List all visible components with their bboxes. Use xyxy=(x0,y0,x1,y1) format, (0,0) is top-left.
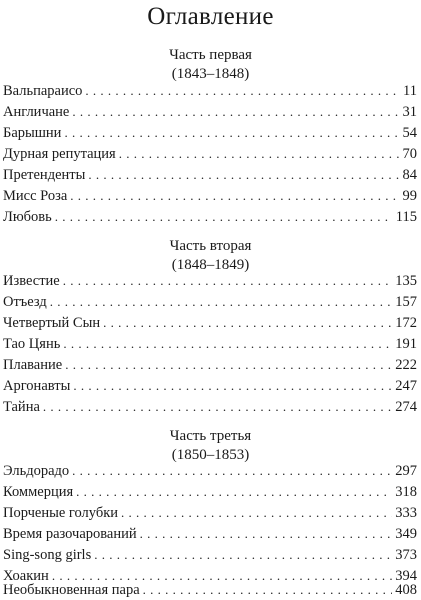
dot-leader xyxy=(50,292,392,312)
entry-page: 135 xyxy=(395,273,417,289)
toc-entry[interactable] xyxy=(3,207,417,227)
toc-entry[interactable] xyxy=(3,102,417,122)
toc-entry[interactable] xyxy=(3,580,417,600)
part-name: Часть вторая xyxy=(169,238,252,254)
dot-leader xyxy=(55,207,393,227)
entry-title: Англичане xyxy=(3,104,70,120)
entry-title: Аргонавты xyxy=(3,378,71,394)
dot-leader xyxy=(43,397,392,417)
dot-leader xyxy=(70,186,399,206)
entry-title: Порченые голубки xyxy=(3,505,119,521)
toc-entry[interactable] xyxy=(3,144,417,164)
entry-page: 84 xyxy=(402,167,417,183)
toc-entry[interactable] xyxy=(3,292,417,312)
entry-page: 318 xyxy=(395,484,417,500)
part-heading xyxy=(0,46,421,84)
entry-page: 11 xyxy=(403,83,417,99)
entry-title: Хоакин xyxy=(3,568,49,584)
dot-leader xyxy=(63,271,393,291)
dot-leader xyxy=(88,165,399,185)
toc-entry[interactable] xyxy=(3,503,417,523)
entry-title: Отъезд xyxy=(3,294,47,310)
part-years: (1843–1848) xyxy=(171,66,250,82)
entry-title: Коммерция xyxy=(3,484,74,500)
entry-page: 191 xyxy=(395,336,417,352)
part-heading xyxy=(0,427,421,465)
dot-leader xyxy=(72,461,392,481)
dot-leader xyxy=(72,102,399,122)
entry-page: 31 xyxy=(402,104,417,120)
page-title: Оглавление xyxy=(147,3,274,30)
entry-page: 70 xyxy=(402,146,417,162)
toc-entry[interactable] xyxy=(3,313,417,333)
entry-title: Тайна xyxy=(3,399,40,415)
entry-title: Тао Цянь xyxy=(3,336,61,352)
entry-page: 274 xyxy=(395,399,417,415)
dot-leader xyxy=(103,313,392,333)
toc-entry[interactable] xyxy=(3,524,417,544)
toc-entry[interactable] xyxy=(3,165,417,185)
entry-title: Дурная репутация xyxy=(3,146,116,162)
entry-page: 373 xyxy=(395,547,417,563)
dot-leader xyxy=(64,123,399,143)
dot-leader xyxy=(143,580,393,600)
entry-page: 54 xyxy=(402,125,417,141)
dot-leader xyxy=(76,482,392,502)
entry-page: 394 xyxy=(395,568,417,584)
entry-title: Мисс Роза xyxy=(3,188,68,204)
entry-title: Sing-song girls xyxy=(3,547,92,563)
part-name: Часть третья xyxy=(169,428,252,444)
entry-page: 408 xyxy=(395,582,417,598)
entry-page: 115 xyxy=(395,209,417,225)
part-heading xyxy=(0,237,421,275)
entry-page: 222 xyxy=(395,357,417,373)
dot-leader xyxy=(121,503,392,523)
toc-entry[interactable] xyxy=(3,482,417,502)
toc-entry[interactable] xyxy=(3,545,417,565)
entry-page: 247 xyxy=(395,378,417,394)
entry-title: Барышни xyxy=(3,125,62,141)
toc-entry[interactable] xyxy=(3,397,417,417)
entry-title: Известие xyxy=(3,273,60,289)
entry-title: Эльдорадо xyxy=(3,463,70,479)
entry-page: 157 xyxy=(395,294,417,310)
entry-title: Претенденты xyxy=(3,167,86,183)
entry-page: 333 xyxy=(395,505,417,521)
entry-page: 172 xyxy=(395,315,417,331)
toc-entry[interactable] xyxy=(3,271,417,291)
dot-leader xyxy=(73,376,392,396)
toc-entry[interactable] xyxy=(3,461,417,481)
entry-page: 297 xyxy=(395,463,417,479)
dot-leader xyxy=(140,524,393,544)
dot-leader xyxy=(119,144,400,164)
toc-entry[interactable] xyxy=(3,123,417,143)
entry-page: 99 xyxy=(402,188,417,204)
part-name: Часть первая xyxy=(169,47,252,63)
entry-title: Плавание xyxy=(3,357,63,373)
dot-leader xyxy=(85,81,400,101)
dot-leader xyxy=(65,355,392,375)
toc-entry[interactable] xyxy=(3,376,417,396)
entry-page: 349 xyxy=(395,526,417,542)
entry-title: Время разочарований xyxy=(3,526,137,542)
dot-leader xyxy=(63,334,392,354)
entry-title: Необыкновенная пара xyxy=(3,582,140,598)
entry-title: Четвертый Сын xyxy=(3,315,101,331)
toc-entry[interactable] xyxy=(3,355,417,375)
part-years: (1850–1853) xyxy=(171,447,250,463)
toc-entry[interactable] xyxy=(3,186,417,206)
toc-entry[interactable] xyxy=(3,334,417,354)
toc-entry[interactable] xyxy=(3,81,417,101)
part-years: (1848–1849) xyxy=(171,257,250,273)
dot-leader xyxy=(94,545,392,565)
entry-title: Вальпараисо xyxy=(3,83,83,99)
entry-title: Любовь xyxy=(3,209,52,225)
